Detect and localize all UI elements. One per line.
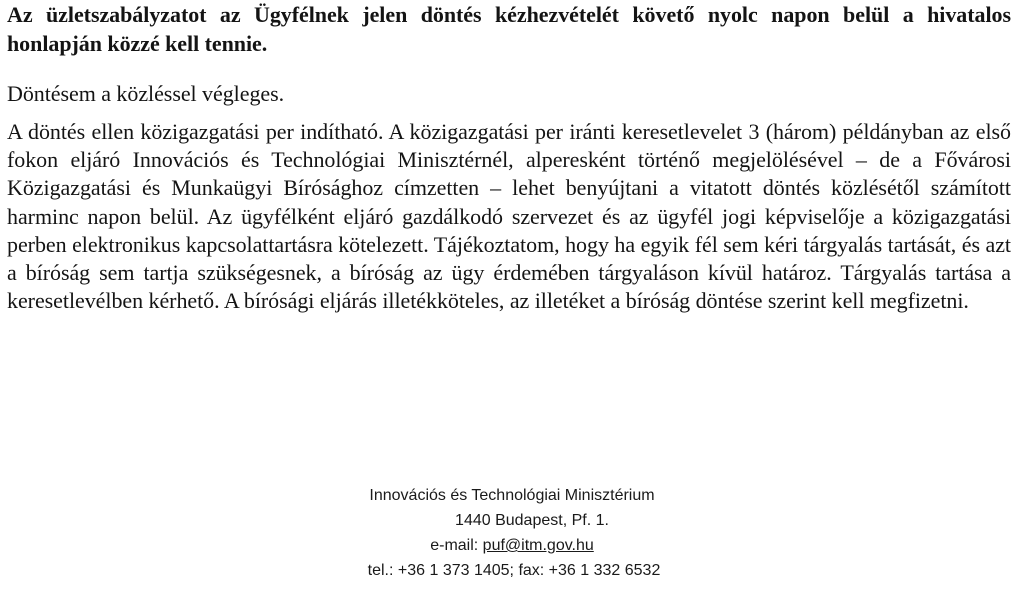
footer-email-label: e-mail:	[430, 537, 483, 554]
publication-notice-paragraph: Az üzletszabályzatot az Ügyfélnek jelen döntés kézhezvételét követő nyolc napon belül a hivatalos honlapján közzé kell tennie.	[7, 2, 1011, 56]
footer-organization: Innovációs és Technológiai Minisztérium	[369, 487, 655, 504]
appeal-paragraph: A döntés ellen közigazgatási per indítható. A közigazgatási per iránti keresetlevelet 3 (három) példányban az első fokon eljáró Innovációs és Technológiai Minisztérnél, alperesként történő megjelölésével – de a Fővárosi Közigazgatási és Munkaügyi Bírósághoz címzetten – lehet benyújtani a vitatott döntés közlésétől számított harminc napon belül. Az ügyfélként eljáró gazdálkodó szervezet és az ügyfél jogi képviselője a közigazgatási perben elektronikus kapcsolattartásra kötelezett. Tájékoztatom, hogy ha egyik fél sem kéri tárgyalás tartását, és azt a bíróság sem tartja szükségesnek, a bíróság az ügy érdemében tárgyaláson kívül határoz. Tárgyalás tartása a keresetlevélben kérhető. A bírósági eljárás illetékköteles, az illetéket a bíróság döntése szerint kell megfizetni.	[7, 119, 1011, 314]
footer-phone-fax: tel.: +36 1 373 1405; fax: +36 1 332 6532	[367, 562, 661, 579]
finality-paragraph: Döntésem a közléssel végleges.	[7, 81, 285, 106]
footer-address: 1440 Budapest, Pf. 1.	[455, 512, 609, 529]
contact-footer	[0, 483, 1024, 583]
footer-email-link[interactable]: puf@itm.gov.hu	[482, 537, 594, 554]
footer-email-line	[0, 533, 1024, 558]
